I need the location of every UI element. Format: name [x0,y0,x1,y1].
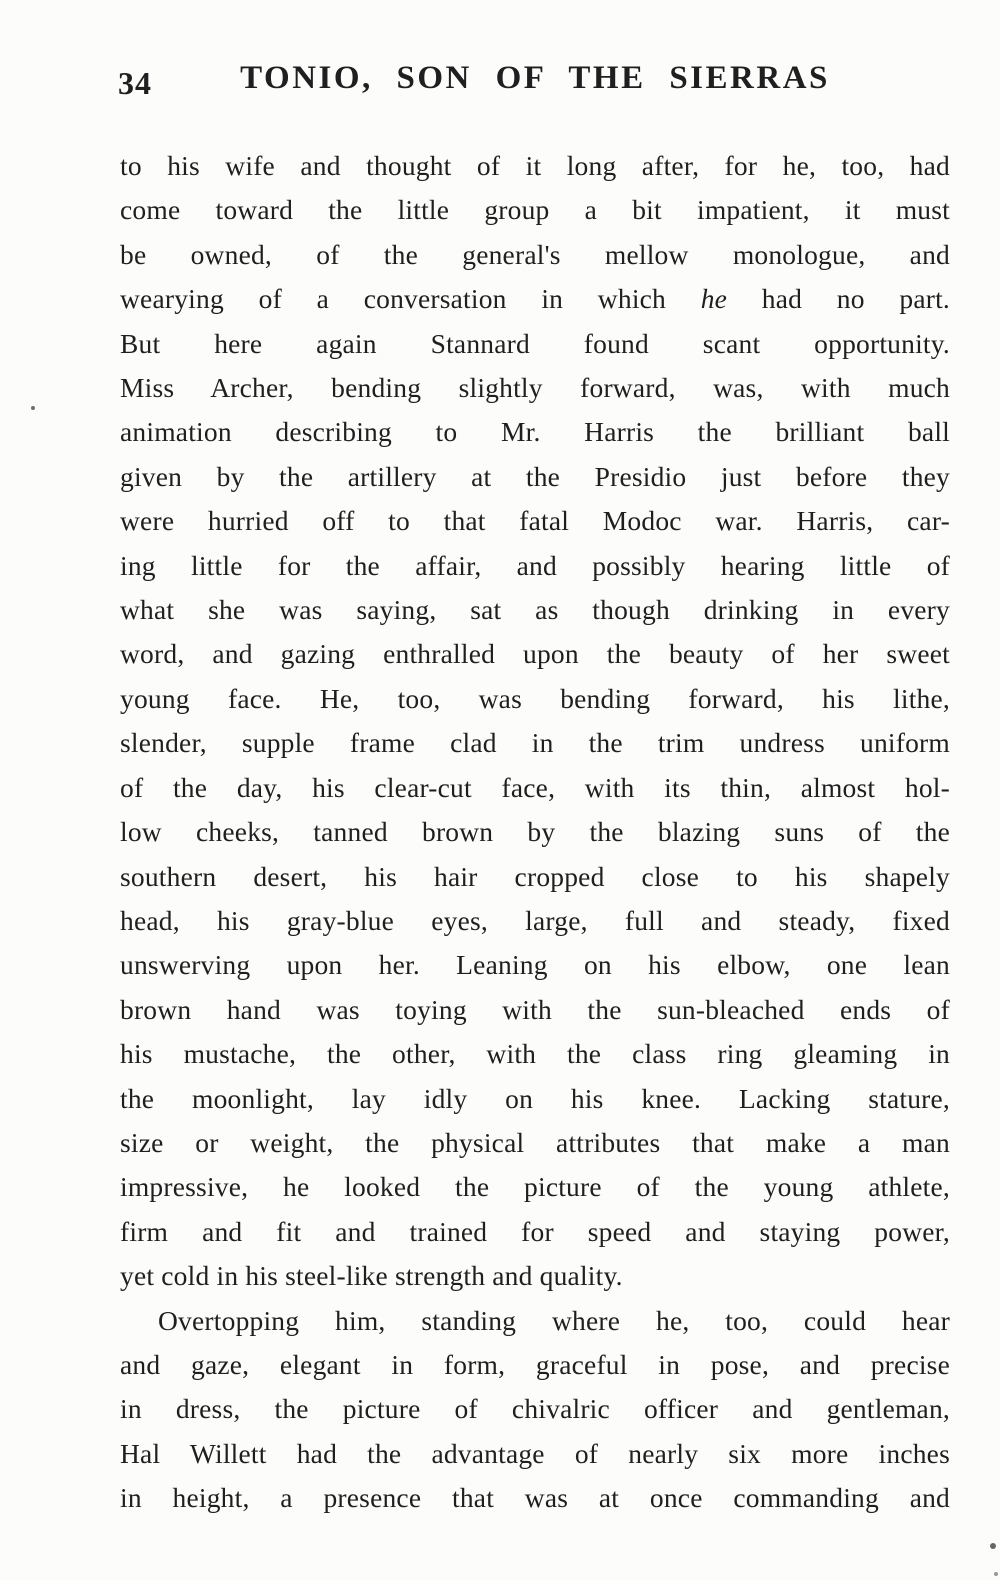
scan-speck [994,1572,998,1576]
book-title-header: TONIO, SON OF THE SIERRAS [240,60,830,96]
text-line: in height, a presence that was at once commanding and [120,1482,950,1514]
text-line: in dress, the picture of chivalric officer and gentleman, [120,1393,950,1425]
text-line: his mustache, the other, with the class ring gleaming in [120,1038,950,1070]
text-line: and gaze, elegant in form, graceful in pose, and precise [120,1348,950,1380]
page-number: 34 [118,65,152,101]
text-line: yet cold in his steel-like strength and quality. [120,1260,623,1292]
text-line: southern desert, his hair cropped close to his shapely [120,860,950,892]
plain-text: had no part. [727,283,950,315]
italic-text: he [700,283,728,315]
text-line: Miss Archer, bending slightly forward, was, with much [120,372,950,404]
text-line: low cheeks, tanned brown by the blazing suns of the [120,816,950,848]
body-text [120,144,950,1521]
text-line [120,277,950,321]
text-line: Overtopping him, standing where he, too, could hear [158,1304,950,1336]
text-line: Hal Willett had the advantage of nearly six more inches [120,1437,950,1469]
plain-text: wearying of a conversation in which [120,283,701,315]
text-line: were hurried off to that fatal Modoc war. Harris, car- [120,505,950,537]
text-line: brown hand was toying with the sun-bleached ends of [120,993,950,1025]
text-line: ing little for the affair, and possibly hearing little of [120,549,950,581]
scan-speck [31,406,35,410]
text-line: word, and gazing enthralled upon the beauty of her sweet [120,638,950,670]
text-line: given by the artillery at the Presidio just before they [120,460,950,492]
text-line: of the day, his clear-cut face, with its thin, almost hol- [120,771,950,803]
text-line: impressive, he looked the picture of the young athlete, [120,1171,950,1203]
text-line: unswerving upon her. Leaning on his elbow, one lean [120,949,950,981]
text-line: firm and fit and trained for speed and staying power, [120,1215,950,1247]
page-header [120,60,950,110]
text-line: But here again Stannard found scant opportunity. [120,327,950,359]
text-line: head, his gray-blue eyes, large, full and steady, fixed [120,904,950,936]
book-page [120,60,950,1521]
text-line: animation describing to Mr. Harris the brilliant ball [120,416,950,448]
text-line: the moonlight, lay idly on his knee. Lacking stature, [120,1082,950,1114]
text-line: come toward the little group a bit impatient, it must [120,194,950,226]
text-line: size or weight, the physical attributes that make a man [120,1126,950,1158]
text-line: to his wife and thought of it long after, for he, too, had [120,150,950,181]
scan-speck [990,1543,996,1549]
text-line: what she was saying, sat as though drinking in every [120,594,950,626]
text-line: young face. He, too, was bending forward, his lithe, [120,682,950,714]
text-line: slender, supple frame clad in the trim undress uniform [120,727,950,759]
text-line: be owned, of the general's mellow monologue, and [120,238,950,270]
